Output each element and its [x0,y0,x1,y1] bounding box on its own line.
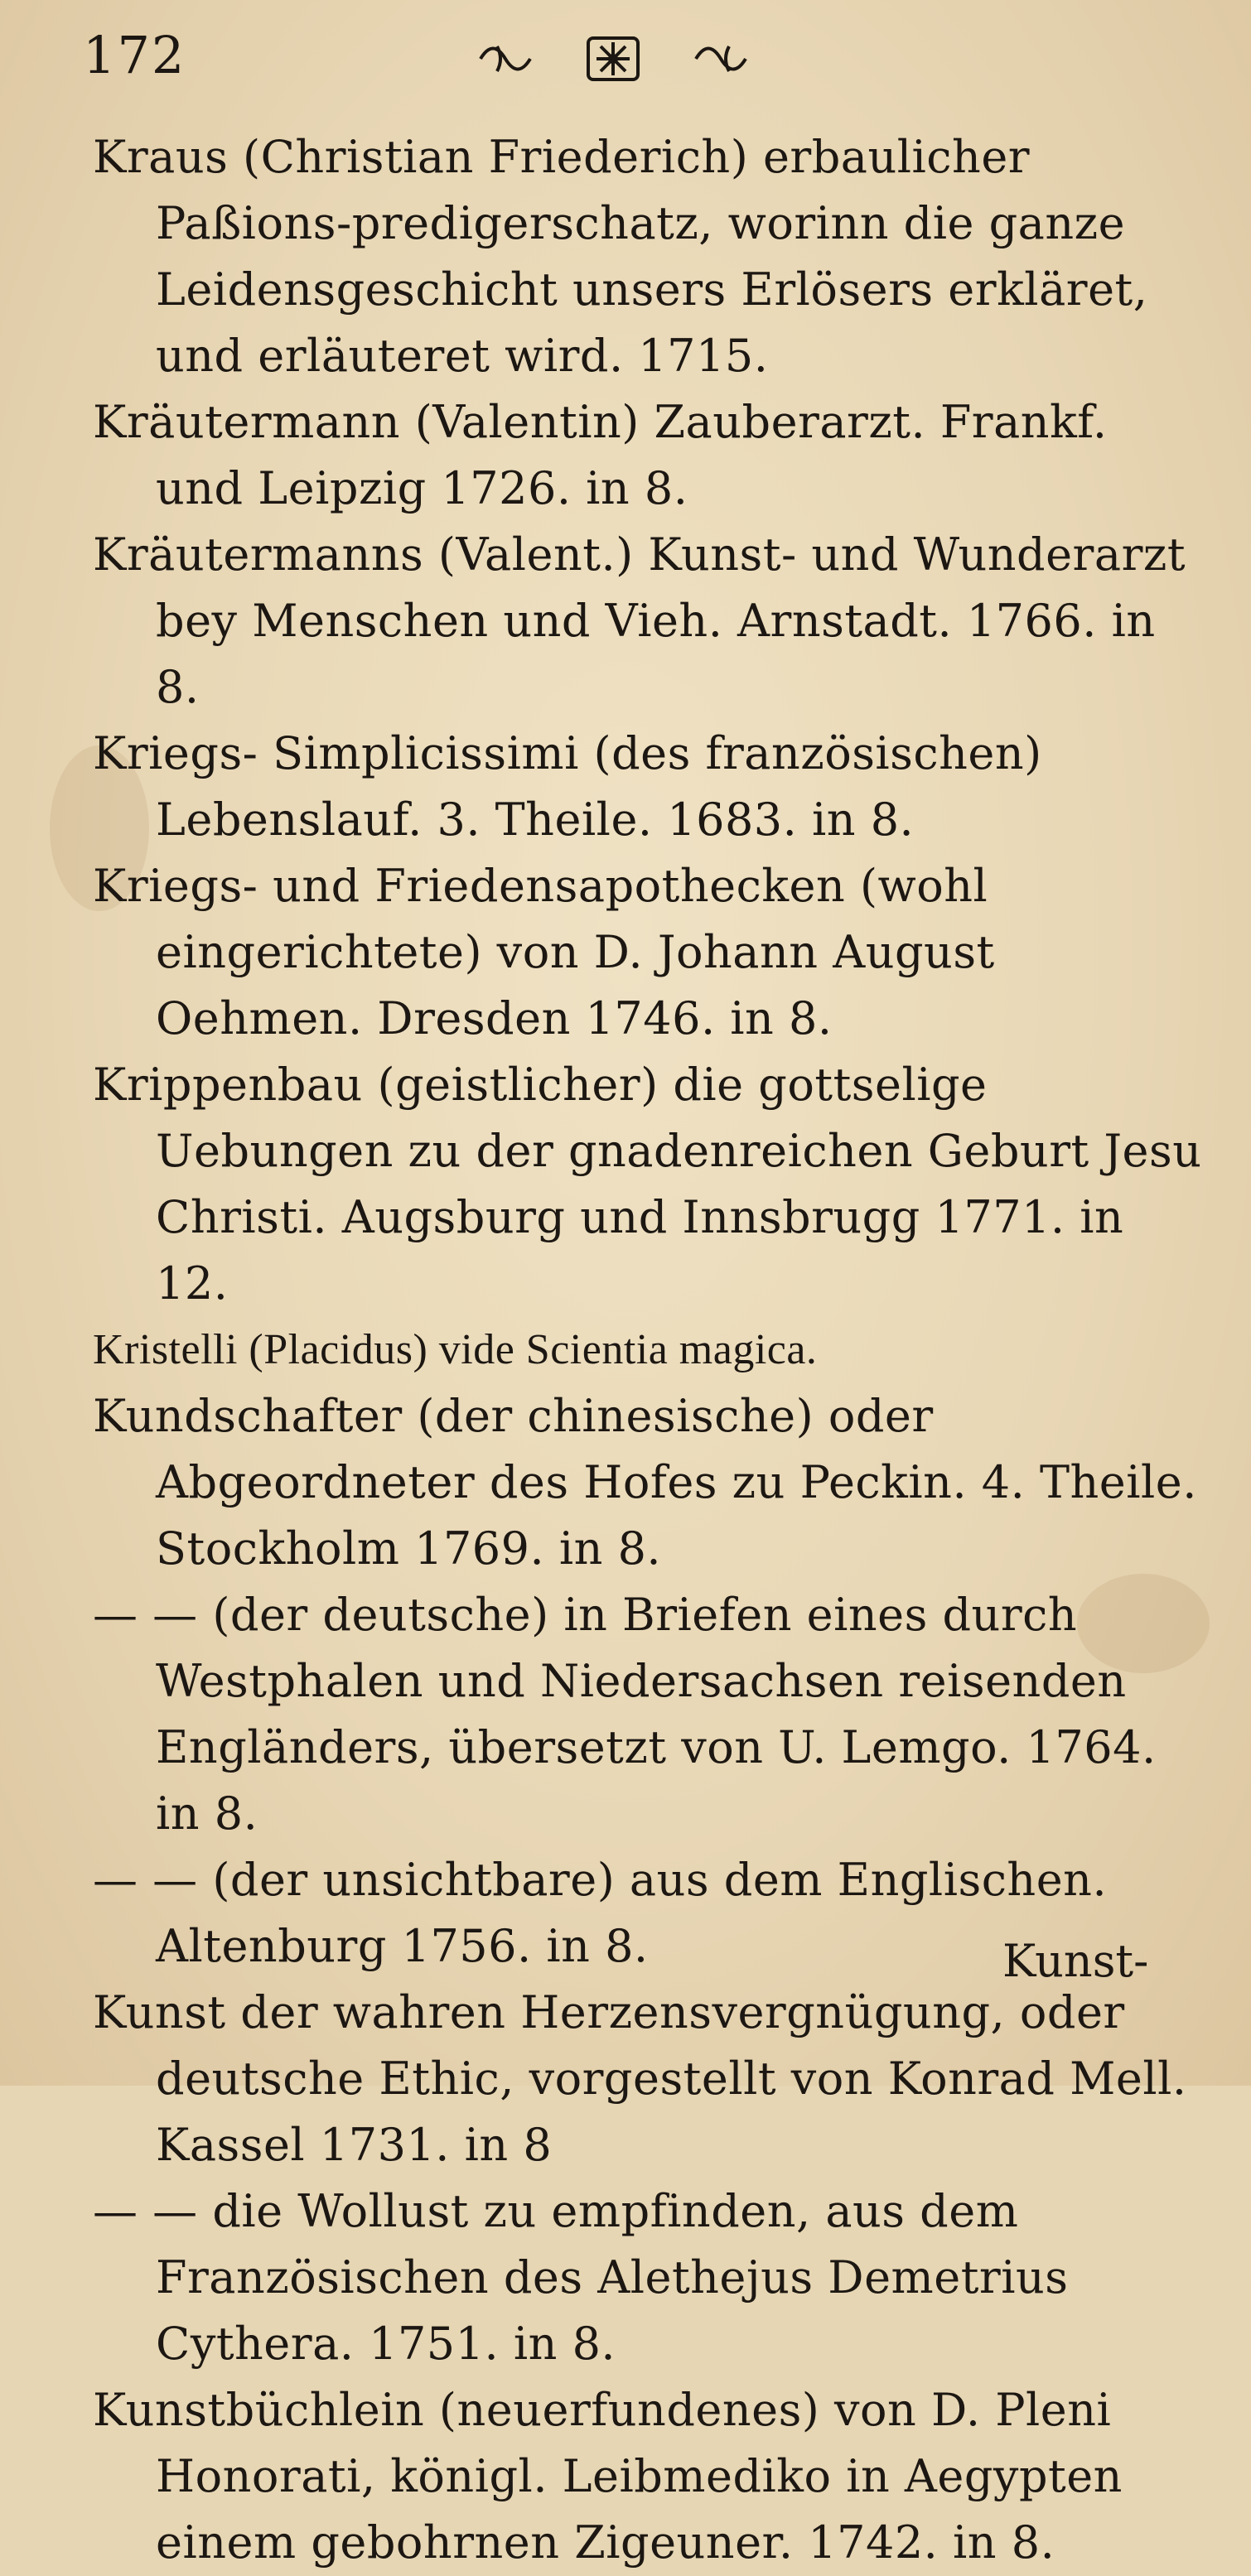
page-number: 172 [83,25,186,85]
register-entry: — — die Wollust zu empfinden, aus dem Französischen des Alethejus Demetrius Cythera. 1751. in 8. [93,2185,1069,2370]
register-entry: Kristelli (Placidus) vide Scientia magica. [93,1326,818,1373]
register-entry: Kriegs- Simplicissimi (des französischen) Lebenslauf. 3. Theile. 1683. in 8. [93,727,1042,846]
register-entries [93,124,1203,2576]
register-entry: Kräutermanns (Valent.) Kunst- und Wunderarzt bey Menschen und Vieh. Arnstadt. 1766. in 8. [93,528,1186,713]
register-entry: Kunst der wahren Herzensvergnügung, oder deutsche Ethic, vorgestellt von Konrad Mell. Kassel 1731. in 8 [93,1986,1187,2171]
register-entry: Kunstbüchlein (neuerfundenes) von D. Pleni Honorati, königl. Leibmediko in Aegypten einem gebohrnen Zigeuner. 1742. in 8. [93,2384,1123,2569]
register-entry: Kriegs- und Friedensapothecken (wohl eingerichtete) von D. Johann August Oehmen. Dresden 1746. in 8. [93,860,995,1044]
register-entry: — — (der unsichtbare) aus dem Englischen. Altenburg 1756. in 8. [93,1854,1108,1972]
register-entry: Kundschafter (der chinesische) oder Abgeordneter des Hofes zu Peckin. 4. Theile. Stockholm 1769. in 8. [93,1390,1197,1575]
register-entry: Kräutermann (Valentin) Zauberarzt. Frankf. und Leipzig 1726. in 8. [93,396,1108,514]
printers-flower-ornament-icon [464,30,762,88]
register-entry: Kraus (Christian Friederich) erbaulicher Paßions-predigerschatz, worinn die ganze Leidensgeschicht unsers Erlösers erkläret, und erläuteret wird. 1715. [93,131,1148,382]
catchword: Kunst- [1002,1935,1149,1987]
register-entry: — — (der deutsche) in Briefen eines durch Westphalen und Niedersachsen reisenden Engländers, übersetzt von U. Lemgo. 1764. in 8. [93,1589,1157,1840]
register-entry: Krippenbau (geistlicher) die gottselige Uebungen zu der gnadenreichen Geburt Jesu Christi. Augsburg und Innsbrugg 1771. in 12. [93,1059,1202,1310]
